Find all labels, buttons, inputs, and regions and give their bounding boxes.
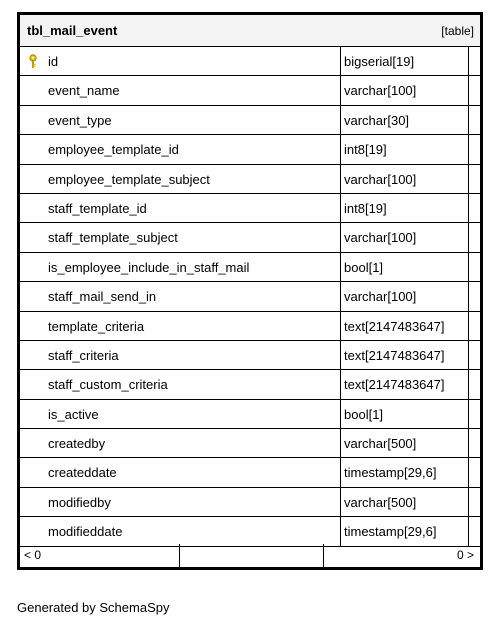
table-row <box>20 488 480 517</box>
table-row <box>20 517 480 546</box>
footer-middle-cell <box>180 544 324 567</box>
column-name: createdby <box>48 436 106 452</box>
column-type: text[2147483647] <box>340 312 468 340</box>
column-type: varchar[100] <box>340 76 468 104</box>
row-spacer-cell <box>468 106 480 134</box>
key-cell <box>20 370 40 398</box>
column-name: staff_criteria <box>48 347 119 363</box>
table-name: tbl_mail_event <box>27 23 118 38</box>
table-row <box>20 458 480 487</box>
column-name: staff_template_subject <box>48 230 178 246</box>
key-cell <box>20 106 40 134</box>
column-name: staff_template_id <box>48 200 147 216</box>
row-spacer-cell <box>468 400 480 428</box>
table-row <box>20 194 480 223</box>
key-cell <box>20 429 40 457</box>
key-cell <box>20 458 40 486</box>
column-name: staff_mail_send_in <box>48 289 157 305</box>
column-type: bool[1] <box>340 253 468 281</box>
column-type: timestamp[29,6] <box>340 458 468 486</box>
column-type: timestamp[29,6] <box>340 517 468 545</box>
footer-children-cell <box>324 544 480 567</box>
column-type: varchar[30] <box>340 106 468 134</box>
table-box <box>17 12 483 570</box>
column-type: int8[19] <box>340 194 468 222</box>
key-cell <box>20 253 40 281</box>
column-name: employee_template_id <box>48 142 179 158</box>
column-type: text[2147483647] <box>340 341 468 369</box>
column-name: template_criteria <box>48 318 145 334</box>
row-spacer-cell <box>468 253 480 281</box>
key-cell <box>20 135 40 163</box>
column-type: text[2147483647] <box>340 370 468 398</box>
table-header <box>20 15 480 47</box>
key-cell <box>20 400 40 428</box>
column-type: bool[1] <box>340 400 468 428</box>
key-cell <box>20 341 40 369</box>
row-spacer-cell <box>468 165 480 193</box>
key-cell <box>20 47 40 75</box>
table-row <box>20 47 480 76</box>
column-type: int8[19] <box>340 135 468 163</box>
key-cell <box>20 488 40 516</box>
footer-parents-cell <box>20 544 180 567</box>
key-cell <box>20 223 40 251</box>
row-spacer-cell <box>468 135 480 163</box>
column-name: employee_template_subject <box>48 171 210 187</box>
column-type: varchar[500] <box>340 429 468 457</box>
column-name: event_type <box>48 112 112 128</box>
table-row <box>20 165 480 194</box>
table-row <box>20 429 480 458</box>
column-type: bigserial[19] <box>340 47 468 75</box>
table-row <box>20 400 480 429</box>
row-spacer-cell <box>468 488 480 516</box>
column-name: id <box>48 54 59 69</box>
key-cell <box>20 517 40 545</box>
table-row <box>20 370 480 399</box>
children-count: 0 > <box>456 548 474 562</box>
row-spacer-cell <box>468 370 480 398</box>
column-name: createddate <box>48 465 117 481</box>
row-spacer-cell <box>468 312 480 340</box>
row-spacer-cell <box>468 76 480 104</box>
column-list <box>20 47 480 547</box>
row-spacer-cell <box>468 341 480 369</box>
parents-count: < 0 <box>24 548 42 562</box>
key-cell <box>20 165 40 193</box>
column-type: varchar[100] <box>340 165 468 193</box>
column-name: is_active <box>48 406 99 422</box>
table-row <box>20 76 480 105</box>
row-spacer-cell <box>468 458 480 486</box>
column-name: modifiedby <box>48 494 111 510</box>
row-spacer-cell <box>468 282 480 310</box>
column-type: varchar[100] <box>340 282 468 310</box>
column-type: varchar[500] <box>340 488 468 516</box>
key-cell <box>20 282 40 310</box>
column-name: staff_custom_criteria <box>48 377 168 393</box>
table-footer <box>20 544 480 567</box>
row-spacer-cell <box>468 517 480 545</box>
table-row <box>20 312 480 341</box>
table-row <box>20 282 480 311</box>
column-name: modifieddate <box>48 524 123 540</box>
key-icon <box>28 54 38 68</box>
key-cell <box>20 194 40 222</box>
column-name: is_employee_include_in_staff_mail <box>48 259 250 275</box>
row-spacer-cell <box>468 429 480 457</box>
table-row <box>20 223 480 252</box>
row-spacer-cell <box>468 47 480 75</box>
key-cell <box>20 76 40 104</box>
column-type: varchar[100] <box>340 223 468 251</box>
row-spacer-cell <box>468 223 480 251</box>
table-kind: [table] <box>441 24 474 38</box>
table-row <box>20 341 480 370</box>
column-name: event_name <box>48 83 120 99</box>
generated-by-text: Generated by SchemaSpy <box>17 600 170 615</box>
table-row <box>20 106 480 135</box>
table-row <box>20 253 480 282</box>
key-cell <box>20 312 40 340</box>
row-spacer-cell <box>468 194 480 222</box>
table-row <box>20 135 480 164</box>
